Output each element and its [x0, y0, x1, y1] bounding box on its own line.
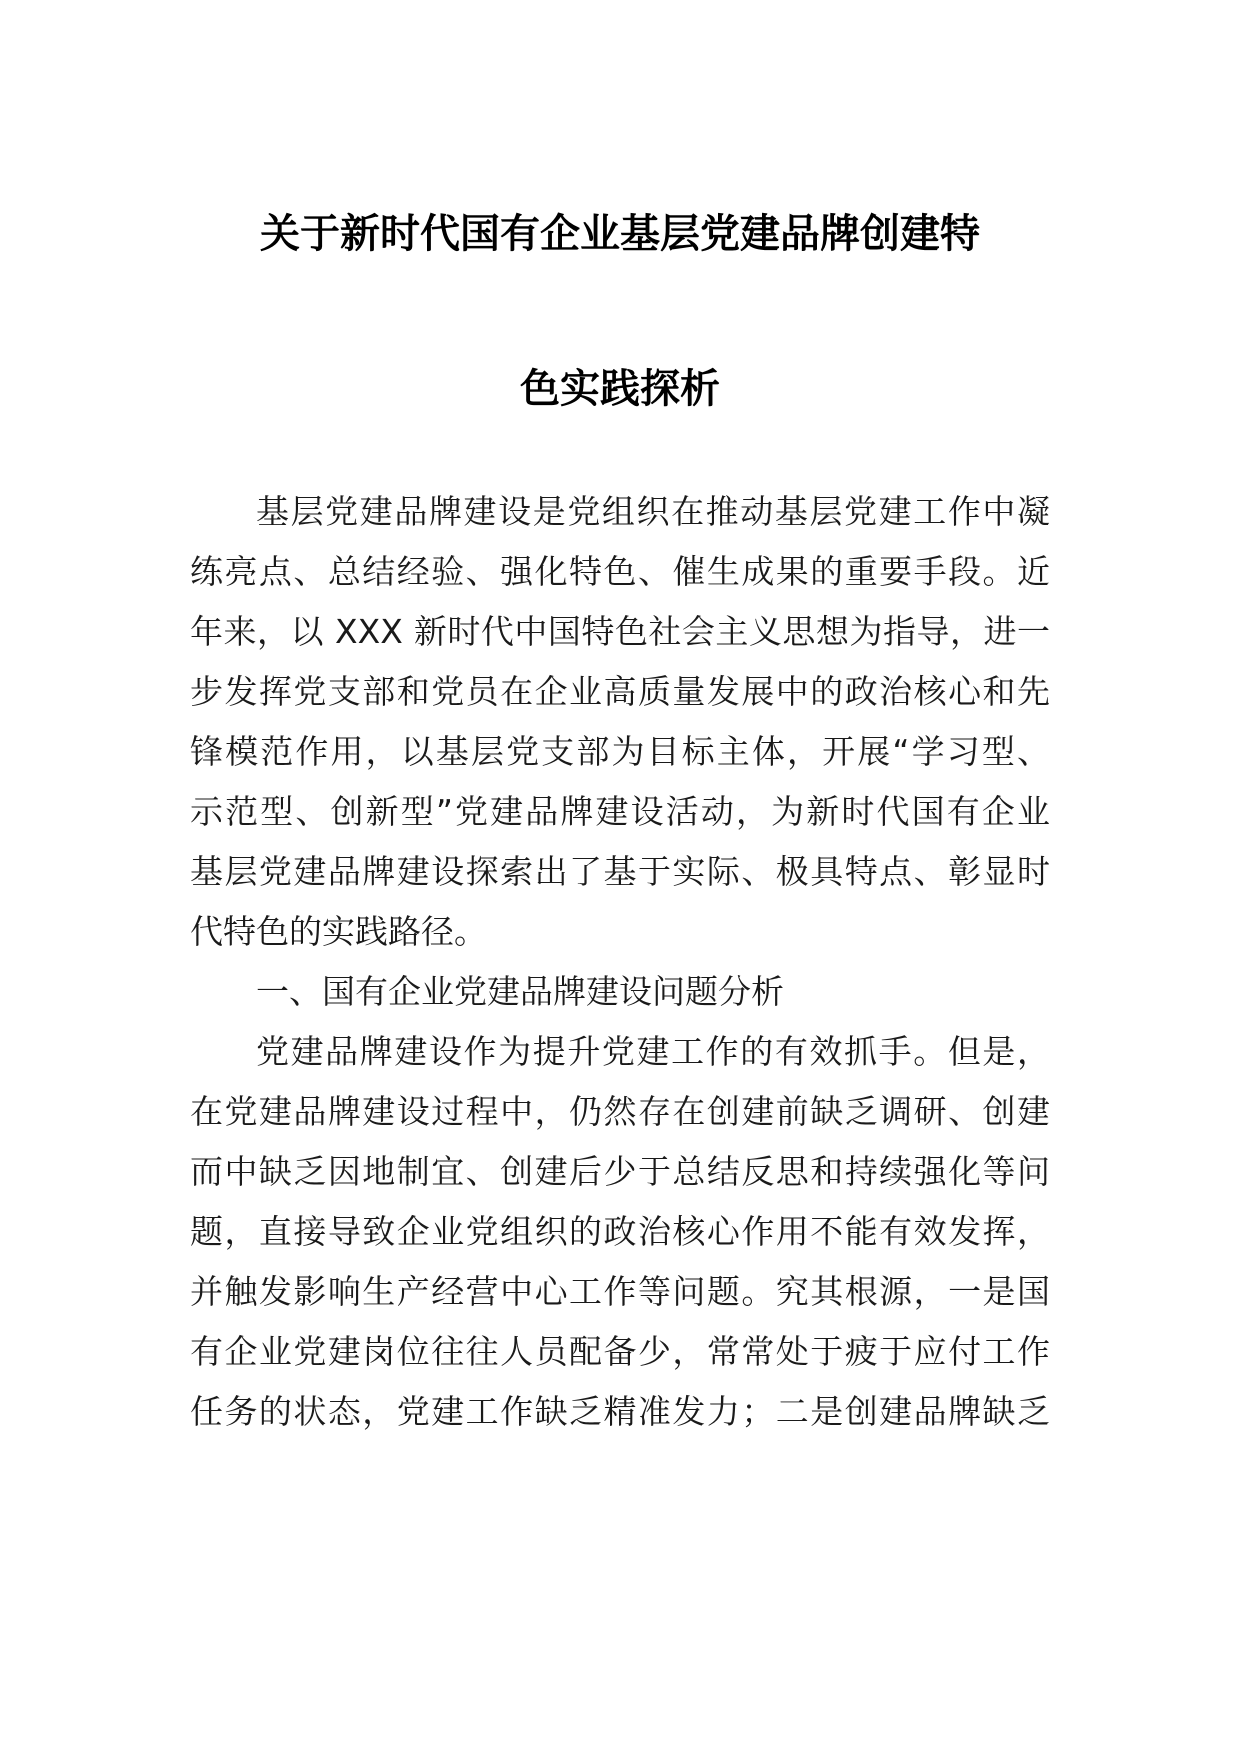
paragraph-2-line-7: 任务的状态，党建工作缺乏精准发力；二是创建品牌缺乏	[190, 1392, 1050, 1431]
paragraph-2-line-2: 在党建品牌建设过程中，仍然存在创建前缺乏调研、创建	[190, 1092, 1050, 1131]
paragraph-1-line-5: 锋模范作用，以基层党支部为目标主体，开展“学习型、	[190, 732, 1050, 771]
paragraph-1-line-3: 年来，以 XXX 新时代中国特色社会主义思想为指导，进一	[190, 612, 1050, 651]
paragraph-2-line-4: 题，直接导致企业党组织的政治核心作用不能有效发挥，	[190, 1212, 1050, 1251]
paragraph-2-line-1: 党建品牌建设作为提升党建工作的有效抓手。但是，	[256, 1032, 1050, 1071]
paragraph-1-line-1: 基层党建品牌建设是党组织在推动基层党建工作中凝	[256, 492, 1050, 531]
paragraph-2-line-3: 而中缺乏因地制宜、创建后少于总结反思和持续强化等问	[190, 1152, 1050, 1191]
document-title-line-1: 关于新时代国有企业基层党建品牌创建特	[260, 211, 980, 257]
paragraph-1-line-8: 代特色的实践路径。	[190, 912, 487, 951]
paragraph-1-line-4: 步发挥党支部和党员在企业高质量发展中的政治核心和先	[190, 672, 1050, 711]
paragraph-1-line-6: 示范型、创新型”党建品牌建设活动，为新时代国有企业	[190, 792, 1050, 831]
paragraph-1-line-2: 练亮点、总结经验、强化特色、催生成果的重要手段。近	[190, 552, 1050, 591]
paragraph-2-line-6: 有企业党建岗位往往人员配备少，常常处于疲于应付工作	[190, 1332, 1050, 1371]
paragraph-2-line-5: 并触发影响生产经营中心工作等问题。究其根源，一是国	[190, 1272, 1050, 1311]
section-heading-1: 一、国有企业党建品牌建设问题分析	[256, 972, 784, 1011]
document-title-line-2: 色实践探析	[520, 366, 720, 412]
paragraph-1-line-7: 基层党建品牌建设探索出了基于实际、极具特点、彰显时	[190, 852, 1050, 891]
